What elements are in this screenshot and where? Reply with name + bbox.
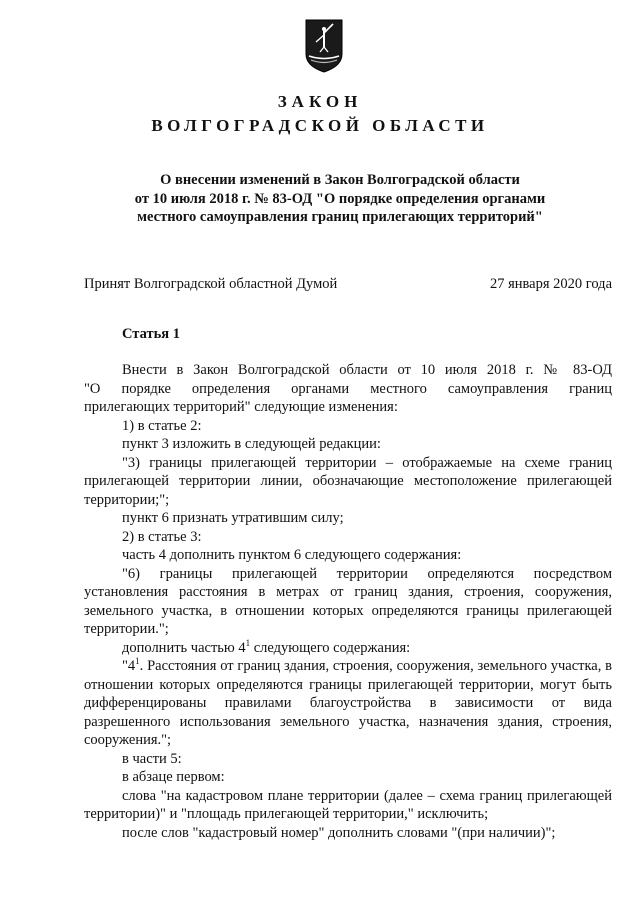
paragraph: [84, 657, 612, 750]
superscript: 1: [245, 637, 251, 648]
paragraph: "6) границы прилегающей территории определяются посредством установления расстояния в метрах от границ здания, строения, сооружения, земельного участка, в отношении которых определяются границы прилегающей территории.";: [84, 565, 612, 637]
paragraph: часть 4 дополнить пунктом 6 следующего содержания:: [122, 547, 462, 563]
adoption-line: [84, 276, 612, 293]
paragraph: слова "на кадастровом плане территории (далее – схема границ прилегающей территории)" и "площадь прилегающей территории," исключить;: [84, 787, 612, 822]
text-run: следующего содержания:: [250, 639, 411, 656]
law-title-line: от 10 июля 2018 г. № 83-ОД "О порядке определения органами: [134, 190, 546, 207]
paragraph: [84, 639, 612, 658]
paragraph: "О порядке определения органами местного самоуправления границ: [84, 380, 612, 397]
superscript: 1: [135, 656, 140, 667]
text-run: дополнить частью 4: [122, 639, 246, 656]
document-type-heading: ЗАКОН: [277, 92, 363, 111]
law-title-line: О внесении изменений в Закон Волгоградской области: [160, 172, 520, 188]
paragraph: 2) в статье 3:: [122, 528, 202, 545]
paragraph: в абзаце первом:: [122, 769, 225, 785]
adoption-date: 27 января 2020 года: [489, 276, 612, 292]
text-run: "4: [122, 658, 136, 674]
paragraph: после слов "кадастровый номер" дополнить словами "(при наличии)";: [122, 824, 556, 841]
paragraph: прилегающих территорий" следующие изменения:: [84, 399, 398, 415]
article-heading: Статья 1: [122, 326, 180, 342]
adopted-by: Принят Волгоградской областной Думой: [84, 276, 338, 292]
paragraph: Внести в Закон Волгоградской области от 10 июля 2018 г. № 83-ОД: [122, 362, 612, 378]
paragraph: в части 5:: [122, 750, 182, 767]
paragraph: 1) в статье 2:: [122, 417, 202, 434]
law-title: [60, 171, 620, 227]
article-body: [84, 361, 612, 842]
law-title-line: местного самоуправления границ прилегающих территорий": [137, 209, 543, 225]
paragraph: "3) границы прилегающей территории – отображаемые на схеме границ прилегающей территории линии, обозначающие местоположение прилегающей территории;";: [84, 454, 612, 508]
text-run: . Расстояния от границ здания, строения, сооружения, земельного участка, в отношении которых определяются границы прилегающей территории, могут быть дифференцированы правилами благоустройства в зависимости от вида разрешенного использования земельного участка, назначения здания, строения, сооружения.";: [84, 658, 612, 748]
paragraph: пункт 6 признать утратившим силу;: [122, 510, 344, 526]
coat-of-arms-emblem: [303, 16, 345, 74]
paragraph: пункт 3 изложить в следующей редакции:: [122, 436, 381, 452]
region-heading: ВОЛГОГРАДСКОЙ ОБЛАСТИ: [151, 116, 489, 135]
